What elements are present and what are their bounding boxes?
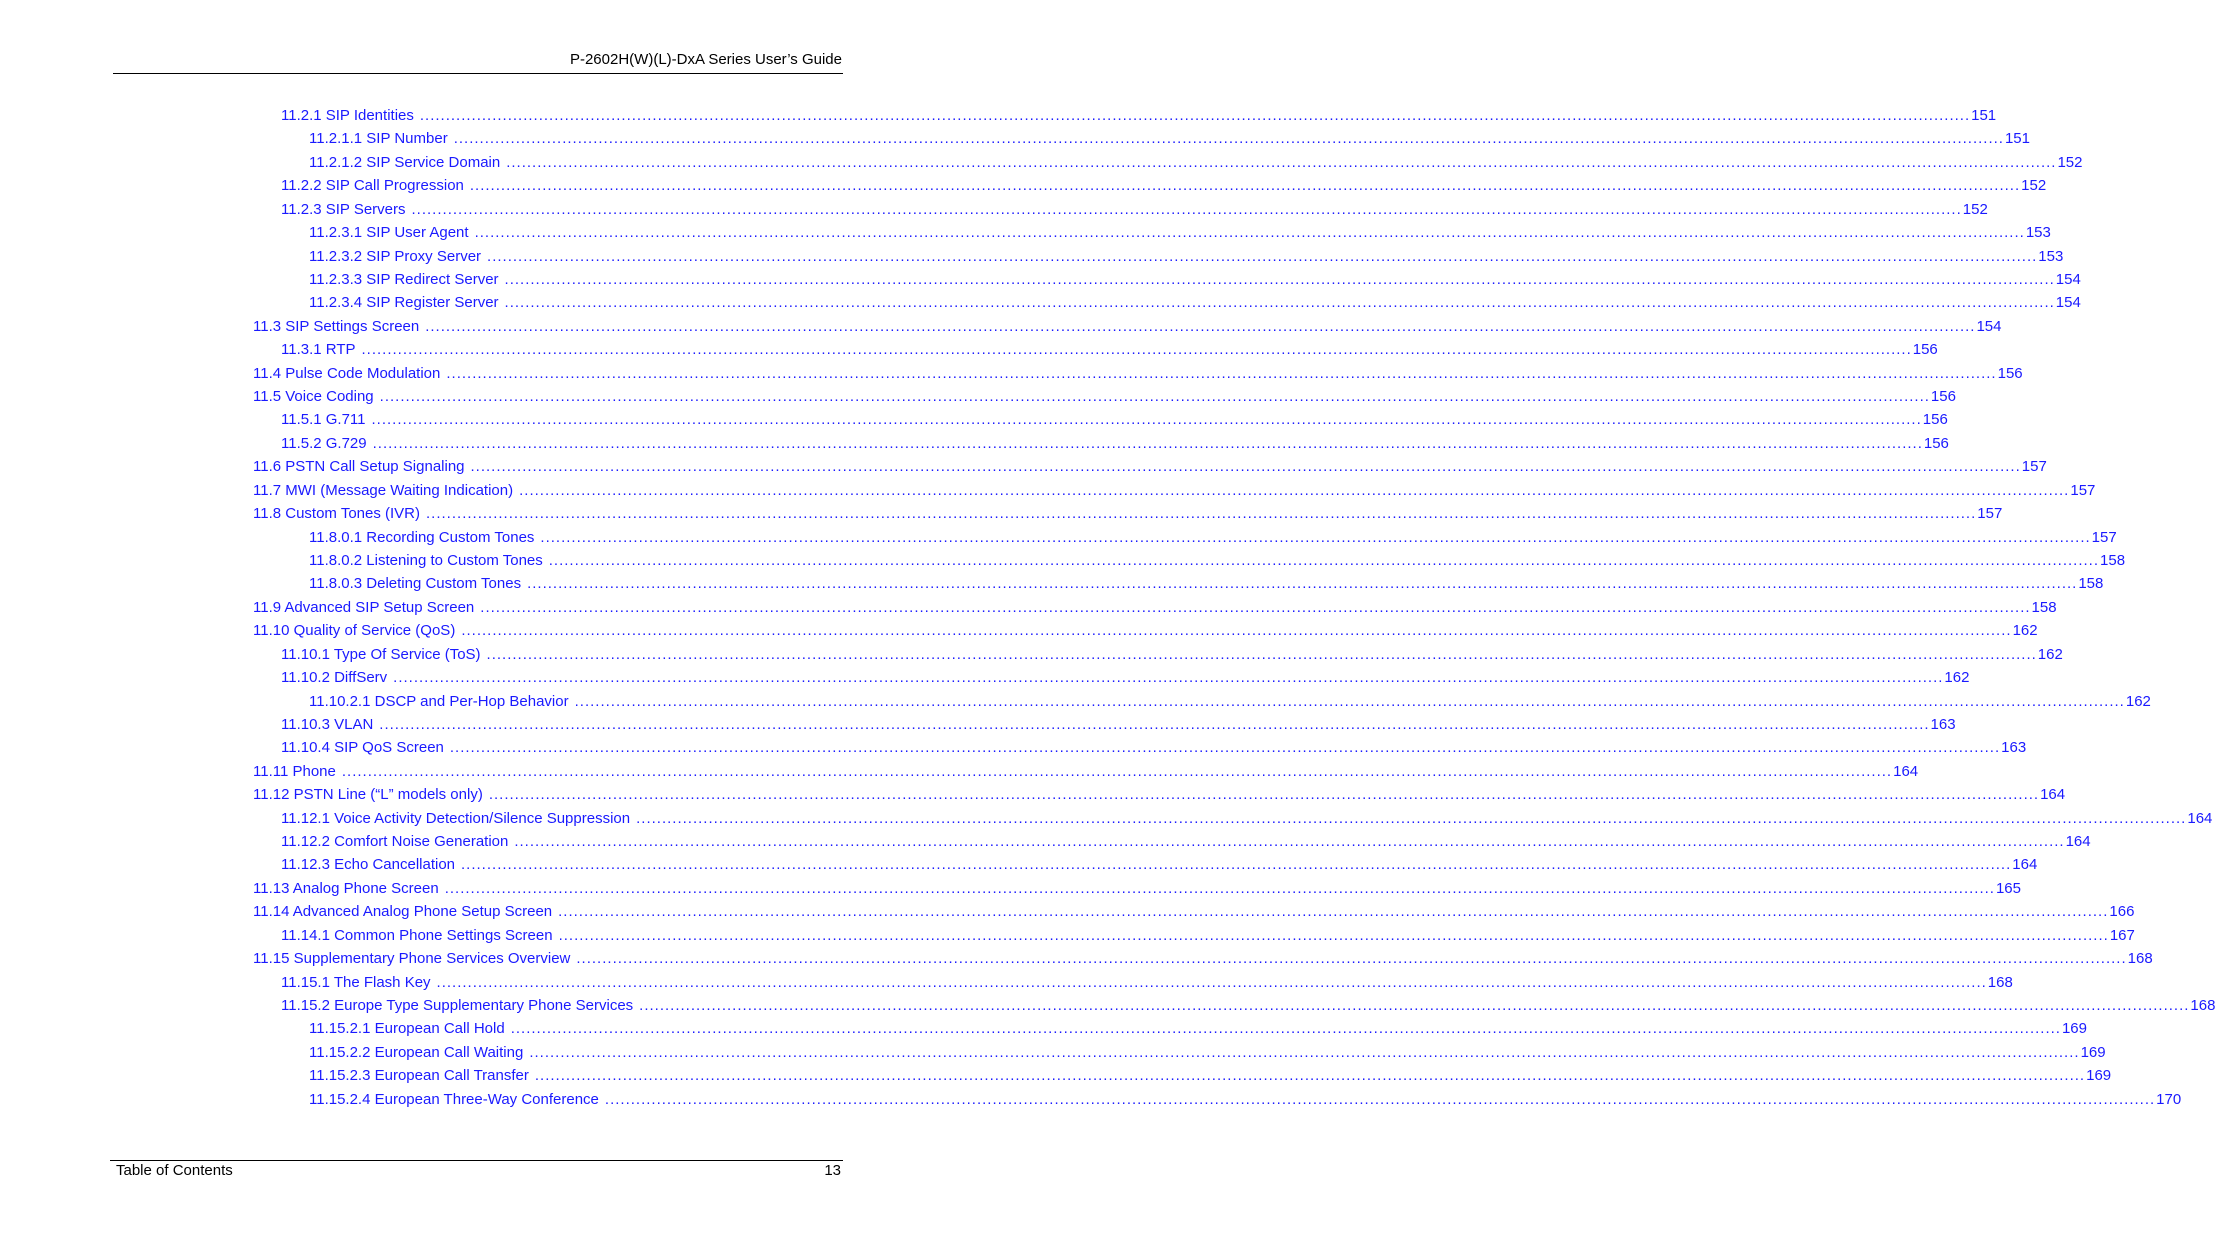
toc-entry[interactable] [281,341,1938,359]
toc-entry-page-number: 162 [1944,669,1970,686]
toc-entry-label: 11.6 PSTN Call Setup Signaling [253,458,465,475]
toc-entry-label: 11.2.3.3 SIP Redirect Server [309,271,499,288]
document-title: P-2602H(W)(L)-DxA Series User’s Guide [569,51,842,68]
toc-dot-leader: ............................................................................................................................................................................................................................................................................................................ [558,903,2109,920]
toc-entry-page-number: 156 [1922,411,1948,428]
toc-entry-page-number: 169 [2061,1020,2087,1037]
toc-entry[interactable] [309,1020,2087,1038]
toc-entry-label: 11.5 Voice Coding [253,388,374,405]
toc-entry[interactable] [309,1091,2182,1109]
toc-dot-leader: ............................................................................................................................................................................................................................................................................................................ [576,950,2127,967]
toc-entry-label: 11.4 Pulse Code Modulation [253,365,441,382]
toc-entry-label: 11.2.1.2 SIP Service Domain [309,154,501,171]
toc-entry[interactable] [253,903,2135,921]
toc-entry-page-number: 162 [2012,622,2038,639]
toc-entry[interactable] [309,294,2081,312]
toc-entry-page-number: 163 [1930,716,1956,733]
toc-dot-leader: ............................................................................................................................................................................................................................................................................................................ [504,294,2055,311]
toc-entry-label: 11.8.0.3 Deleting Custom Tones [309,575,522,592]
toc-entry-label: 11.2.3.1 SIP User Agent [309,224,469,241]
toc-dot-leader: ............................................................................................................................................................................................................................................................................................................ [419,107,1971,124]
toc-entry[interactable] [281,974,2013,992]
toc-entry[interactable] [253,622,2038,640]
toc-dot-leader: ............................................................................................................................................................................................................................................................................................................ [379,716,1930,733]
toc-entry-page-number: 154 [1976,318,2002,335]
toc-entry-label: 11.10.4 SIP QoS Screen [281,739,444,756]
toc-entry[interactable] [253,880,2021,898]
toc-entry-page-number: 167 [2109,927,2135,944]
toc-entry-label: 11.7 MWI (Message Waiting Indication) [253,482,514,499]
toc-dot-leader: ............................................................................................................................................................................................................................................................................................................ [488,786,2040,803]
toc-dot-leader: ............................................................................................................................................................................................................................................................................................................ [514,833,2065,850]
toc-entry-page-number: 156 [1923,435,1949,452]
toc-dot-leader: ............................................................................................................................................................................................................................................................................................................ [461,622,2012,639]
toc-entry[interactable] [281,716,1956,734]
toc-dot-leader: ............................................................................................................................................................................................................................................................................................................ [504,271,2055,288]
footer-divider [110,1160,843,1161]
toc-entry-page-number: 153 [2038,248,2064,265]
footer-page-number: 13 [824,1162,841,1179]
toc-entry-page-number: 157 [2091,529,2117,546]
toc-entry-page-number: 152 [2021,177,2047,194]
toc-dot-leader: ............................................................................................................................................................................................................................................................................................................ [449,739,2001,756]
toc-entry-label: 11.2.3.2 SIP Proxy Server [309,248,482,265]
toc-entry-page-number: 154 [2055,271,2081,288]
toc-entry[interactable] [253,482,2096,500]
toc-entry-page-number: 157 [1977,505,2003,522]
toc-entry-label: 11.10.2.1 DSCP and Per-Hop Behavior [309,693,569,710]
toc-entry[interactable] [309,529,2117,547]
toc-entry-page-number: 158 [2031,599,2057,616]
toc-dot-leader: ............................................................................................................................................................................................................................................................................................................ [558,927,2109,944]
toc-entry[interactable] [281,669,1970,687]
toc-entry-label: 11.11 Phone [253,763,336,780]
toc-entry[interactable] [309,130,2030,148]
toc-entry-label: 11.2.1.1 SIP Number [309,130,448,147]
toc-entry-label: 11.5.2 G.729 [281,435,367,452]
toc-entry-page-number: 151 [2004,130,2030,147]
toc-entry-page-number: 168 [2190,997,2215,1014]
toc-entry[interactable] [253,763,1919,781]
toc-dot-leader: ............................................................................................................................................................................................................................................................................................................ [487,248,2038,265]
toc-dot-leader: ............................................................................................................................................................................................................................................................................................................ [470,458,2021,475]
toc-dot-leader: ............................................................................................................................................................................................................................................................................................................ [372,435,1923,452]
toc-entry-label: 11.14 Advanced Analog Phone Setup Screen [253,903,553,920]
toc-entry-label: 11.12.1 Voice Activity Detection/Silence Suppression [281,810,631,827]
toc-entry[interactable] [309,693,2151,711]
toc-dot-leader: ............................................................................................................................................................................................................................................................................................................ [446,365,1997,382]
toc-dot-leader: ............................................................................................................................................................................................................................................................................................................ [453,130,2004,147]
toc-entry[interactable] [253,458,2047,476]
toc-dot-leader: ............................................................................................................................................................................................................................................................................................................ [486,646,2037,663]
toc-entry[interactable] [281,997,2215,1015]
toc-entry-label: 11.15 Supplementary Phone Services Overview [253,950,571,967]
toc-entry-label: 11.10.3 VLAN [281,716,374,733]
toc-entry-page-number: 158 [2078,575,2104,592]
toc-entry-page-number: 152 [2057,154,2083,171]
toc-dot-leader: ............................................................................................................................................................................................................................................................................................................ [480,599,2031,616]
toc-entry-label: 11.8.0.1 Recording Custom Tones [309,529,535,546]
toc-entry-page-number: 164 [2012,856,2038,873]
toc-dot-leader: ............................................................................................................................................................................................................................................................................................................ [379,388,1930,405]
toc-entry-page-number: 156 [1912,341,1938,358]
toc-dot-leader: ............................................................................................................................................................................................................................................................................................................ [639,997,2190,1014]
toc-entry[interactable] [281,201,1988,219]
toc-entry[interactable] [281,646,2063,664]
toc-entry[interactable] [309,1067,2112,1085]
toc-entry-label: 11.15.2.4 European Three-Way Conference [309,1091,599,1108]
toc-entry-label: 11.12.2 Comfort Noise Generation [281,833,509,850]
toc-entry[interactable] [281,411,1948,429]
toc-entry-label: 11.10.1 Type Of Service (ToS) [281,646,481,663]
toc-entry-page-number: 157 [2021,458,2047,475]
toc-entry-label: 11.2.1 SIP Identities [281,107,414,124]
toc-entry-label: 11.12.3 Echo Cancellation [281,856,456,873]
toc-entry[interactable] [309,224,2051,242]
toc-entry-label: 11.15.2 Europe Type Supplementary Phone Services [281,997,634,1014]
toc-entry-page-number: 153 [2025,224,2051,241]
toc-dot-leader: ............................................................................................................................................................................................................................................................................................................ [574,693,2125,710]
toc-entry[interactable] [281,739,2027,757]
toc-entry[interactable] [281,435,1949,453]
toc-dot-leader: ............................................................................................................................................................................................................................................................................................................ [534,1067,2086,1084]
toc-entry-label: 11.15.2.2 European Call Waiting [309,1044,524,1061]
toc-entry-label: 11.2.2 SIP Call Progression [281,177,464,194]
toc-dot-leader: ............................................................................................................................................................................................................................................................................................................ [341,763,1893,780]
toc-entry[interactable] [309,154,2083,172]
toc-entry-label: 11.15.1 The Flash Key [281,974,431,991]
toc-entry[interactable] [281,107,1997,125]
toc-entry-label: 11.8.0.2 Listening to Custom Tones [309,552,543,569]
toc-dot-leader: ............................................................................................................................................................................................................................................................................................................ [444,880,1995,897]
toc-entry[interactable] [309,1044,2106,1062]
toc-dot-leader: ............................................................................................................................................................................................................................................................................................................ [636,810,2187,827]
toc-entry[interactable] [253,365,2023,383]
toc-dot-leader: ............................................................................................................................................................................................................................................................................................................ [461,856,2012,873]
toc-entry-label: 11.12 PSTN Line (“L” models only) [253,786,483,803]
toc-dot-leader: ............................................................................................................................................................................................................................................................................................................ [426,505,1977,522]
toc-entry[interactable] [253,388,1956,406]
toc-entry-page-number: 154 [2055,294,2081,311]
toc-dot-leader: ............................................................................................................................................................................................................................................................................................................ [604,1091,2156,1108]
toc-entry-page-number: 156 [1997,365,2023,382]
toc-dot-leader: ............................................................................................................................................................................................................................................................................................................ [519,482,2070,499]
toc-entry-label: 11.3.1 RTP [281,341,356,358]
toc-entry-page-number: 164 [2040,786,2066,803]
toc-entry-page-number: 170 [2156,1091,2182,1108]
toc-entry-label: 11.10.2 DiffServ [281,669,388,686]
toc-entry-page-number: 156 [1930,388,1956,405]
toc-dot-leader: ............................................................................................................................................................................................................................................................................................................ [371,411,1922,428]
toc-entry-page-number: 152 [1962,201,1988,218]
toc-entry-page-number: 168 [1987,974,2013,991]
toc-entry-label: 11.14.1 Common Phone Settings Screen [281,927,553,944]
toc-entry[interactable] [309,552,2126,570]
toc-entry[interactable] [309,271,2081,289]
toc-dot-leader: ............................................................................................................................................................................................................................................................................................................ [474,224,2025,241]
toc-entry[interactable] [253,505,2003,523]
toc-dot-leader: ............................................................................................................................................................................................................................................................................................................ [527,575,2078,592]
footer-section-title: Table of Contents [116,1162,233,1179]
toc-entry-page-number: 162 [2125,693,2151,710]
toc-dot-leader: ............................................................................................................................................................................................................................................................................................................ [510,1020,2061,1037]
toc-entry[interactable] [253,950,2153,968]
toc-dot-leader: ............................................................................................................................................................................................................................................................................................................ [529,1044,2080,1061]
toc-entry[interactable] [253,318,2002,336]
toc-entry[interactable] [281,833,2091,851]
toc-entry-page-number: 158 [2100,552,2126,569]
toc-dot-leader: ............................................................................................................................................................................................................................................................................................................ [540,529,2091,546]
toc-entry-label: 11.3 SIP Settings Screen [253,318,420,335]
toc-entry[interactable] [281,856,2038,874]
toc-dot-leader: ............................................................................................................................................................................................................................................................................................................ [393,669,1944,686]
toc-entry-page-number: 151 [1971,107,1997,124]
toc-entry-page-number: 169 [2086,1067,2112,1084]
toc-entry-label: 11.15.2.3 European Call Transfer [309,1067,529,1084]
toc-entry-page-number: 164 [2065,833,2091,850]
toc-entry-label: 11.8 Custom Tones (IVR) [253,505,421,522]
toc-dot-leader: ............................................................................................................................................................................................................................................................................................................ [411,201,1962,218]
toc-entry[interactable] [309,248,2064,266]
toc-entry-page-number: 157 [2070,482,2096,499]
toc-entry-page-number: 162 [2037,646,2063,663]
toc-entry-page-number: 169 [2080,1044,2106,1061]
toc-entry[interactable] [309,575,2104,593]
toc-entry-page-number: 164 [1893,763,1919,780]
toc-entry-page-number: 163 [2001,739,2027,756]
toc-entry-page-number: 168 [2127,950,2153,967]
header-divider [113,73,843,74]
toc-entry[interactable] [281,927,2135,945]
toc-entry-page-number: 166 [2109,903,2135,920]
toc-dot-leader: ............................................................................................................................................................................................................................................................................................................ [506,154,2057,171]
toc-dot-leader: ............................................................................................................................................................................................................................................................................................................ [361,341,1912,358]
toc-entry-label: 11.9 Advanced SIP Setup Screen [253,599,475,616]
toc-dot-leader: ............................................................................................................................................................................................................................................................................................................ [548,552,2100,569]
toc-entry[interactable] [281,810,2213,828]
toc-entry-label: 11.2.3 SIP Servers [281,201,406,218]
toc-entry-page-number: 164 [2187,810,2213,827]
toc-entry-label: 11.5.1 G.711 [281,411,366,428]
toc-dot-leader: ............................................................................................................................................................................................................................................................................................................ [436,974,1987,991]
toc-dot-leader: ............................................................................................................................................................................................................................................................................................................ [425,318,1976,335]
toc-entry-label: 11.13 Analog Phone Screen [253,880,439,897]
toc-entry-label: 11.10 Quality of Service (QoS) [253,622,456,639]
toc-dot-leader: ............................................................................................................................................................................................................................................................................................................ [469,177,2021,194]
toc-entry-label: 11.15.2.1 European Call Hold [309,1020,505,1037]
toc-entry-page-number: 165 [1995,880,2021,897]
toc-entry[interactable] [253,786,2066,804]
toc-entry[interactable] [281,177,2047,195]
toc-entry-label: 11.2.3.4 SIP Register Server [309,294,499,311]
toc-entry[interactable] [253,599,2057,617]
